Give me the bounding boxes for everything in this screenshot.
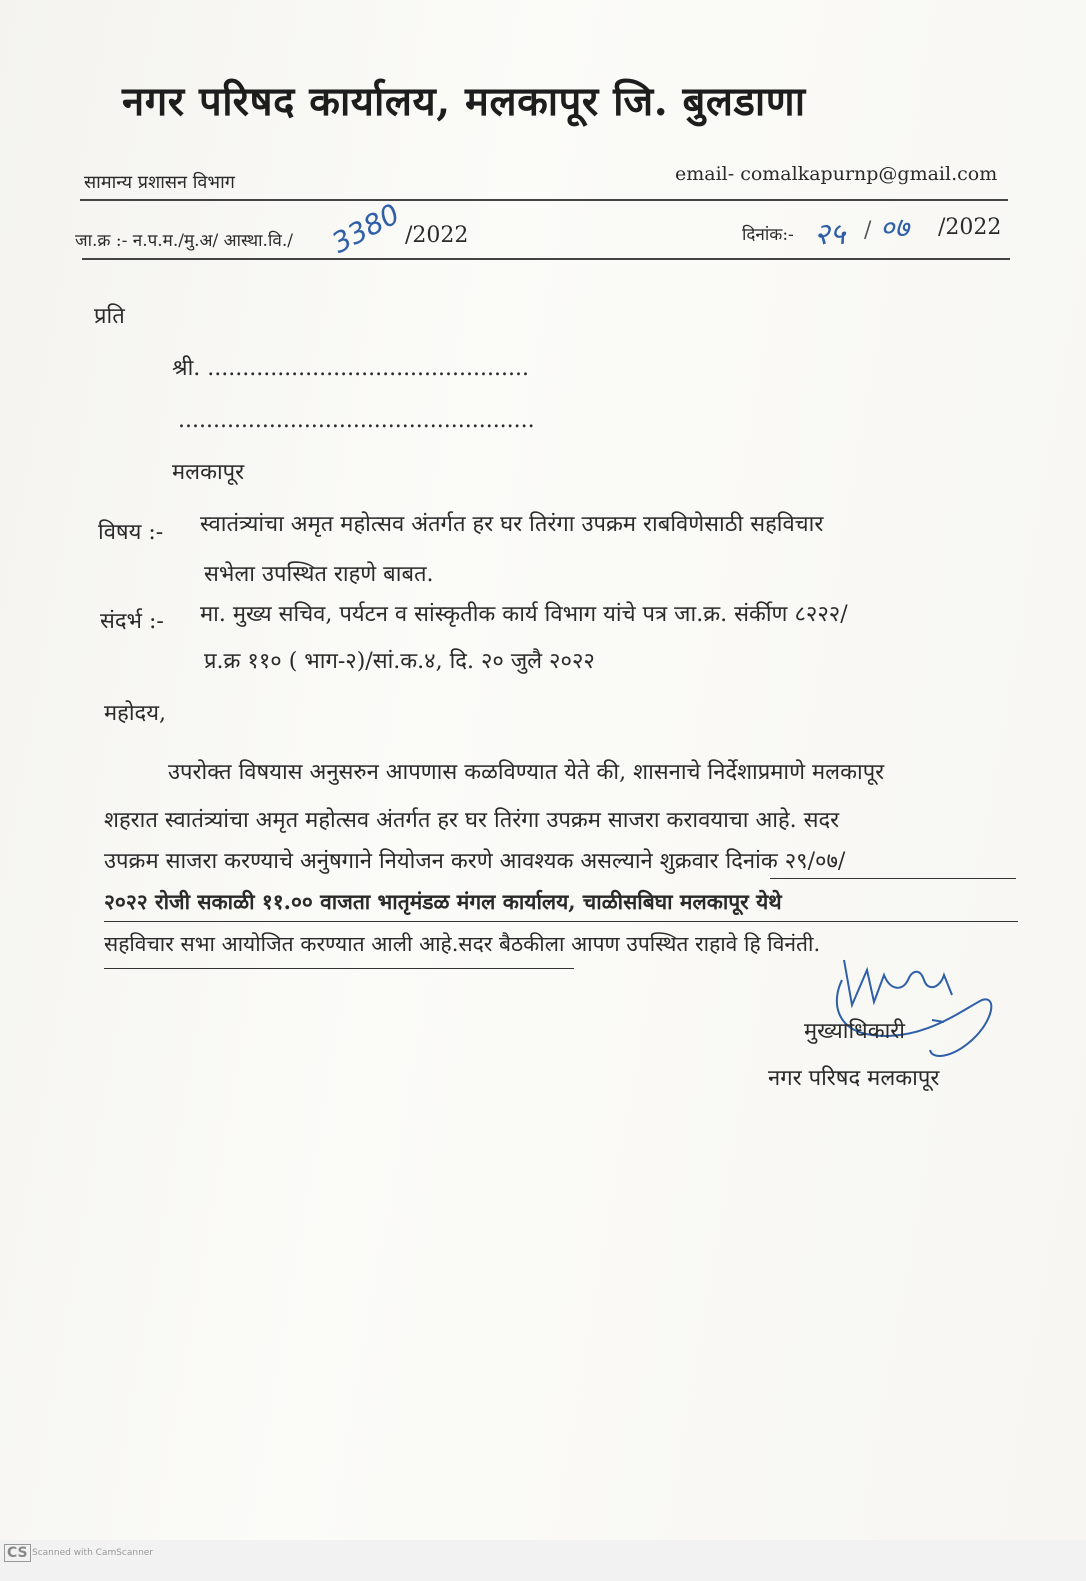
camscanner-label: Scanned with CamScanner [32,1548,154,1558]
date-label: दिनांक:- [742,225,794,245]
subject-line1: स्वातंत्र्यांचा अमृत महोत्सव अंतर्गत हर घर तिरंगा उपक्रम राबविणेसाठी सहविचार [200,512,824,537]
signatory-office: नगर परिषद मलकापूर [768,1066,940,1091]
subject-line2: सभेला उपस्थित राहणे बाबत. [204,562,434,587]
address-to: प्रति [94,304,125,329]
signatory-designation: मुख्याधिकारी [804,1019,906,1044]
context-label: संदर्भ :- [100,609,164,634]
context-line2: प्र.क्र ११० ( भाग-२)/सां.क.४, दि. २० जुलै २०२२ [204,649,595,674]
underline-meeting [104,968,574,969]
body-line-3: उपक्रम साजरा करण्याचे अनुंषगाने नियोजन करणे आवश्यक असल्याने शुक्रवार दिनांक २९/०७/ [104,849,846,874]
office-title: नगर परिषद कार्यालय, मलकापूर जि. बुलडाणा [122,78,806,125]
date-separator: / [864,218,872,243]
date-month-handwritten: ०७ [880,211,910,244]
reference-year: /2022 [405,223,469,248]
body-line-4: २०२२ रोजी सकाळी ११.०० वाजता भातृमंडळ मंगल कार्यालय, चाळीसबिघा मलकापूर येथे [104,889,782,914]
subject-label: विषय :- [98,520,164,545]
reference-number-handwritten: 3380 [326,197,405,260]
date-day-handwritten: २५ [814,217,846,252]
office-email: email- comalkapurnp@gmail.com [675,163,998,185]
scanner-footer [0,1540,1086,1581]
body-line-5: सहविचार सभा आयोजित करण्यात आली आहे.सदर बैठकीला आपण उपस्थित राहावे हि विनंती. [104,932,821,956]
address-city: मलकापूर [172,460,245,485]
header-rule-top [80,199,1008,201]
context-line1: मा. मुख्य सचिव, पर्यटन व सांस्कृतीक कार्य विभाग यांचे पत्र जा.क्र. संर्कीण ८२२२/ [200,602,848,627]
date-year: /2022 [938,215,1002,240]
address-line2: ................................................... [178,408,535,433]
department-name: सामान्य प्रशासन विभाग [84,172,235,193]
address-shri: श्री. .............................................. [172,356,529,381]
body-line-1: उपरोक्त विषयास अनुसरुन आपणास कळविण्यात येते की, शासनाचे निर्देशाप्रमाणे मलकापूर [168,760,885,785]
signature-scribble [812,940,1002,1070]
header-rule-bottom [82,258,1010,260]
salutation: महोदय, [104,701,166,726]
camscanner-logo-icon: CS [4,1544,31,1562]
body-line-2: शहरात स्वातंत्र्यांचा अमृत महोत्सव अंतर्गत हर घर तिरंगा उपक्रम साजरा करावयाचा आहे. सदर [104,808,840,833]
underline-date [770,878,1016,879]
reference-prefix: जा.क्र :- न.प.म./मु.अ/ आस्था.वि./ [75,231,293,251]
underline-venue [104,921,1018,922]
